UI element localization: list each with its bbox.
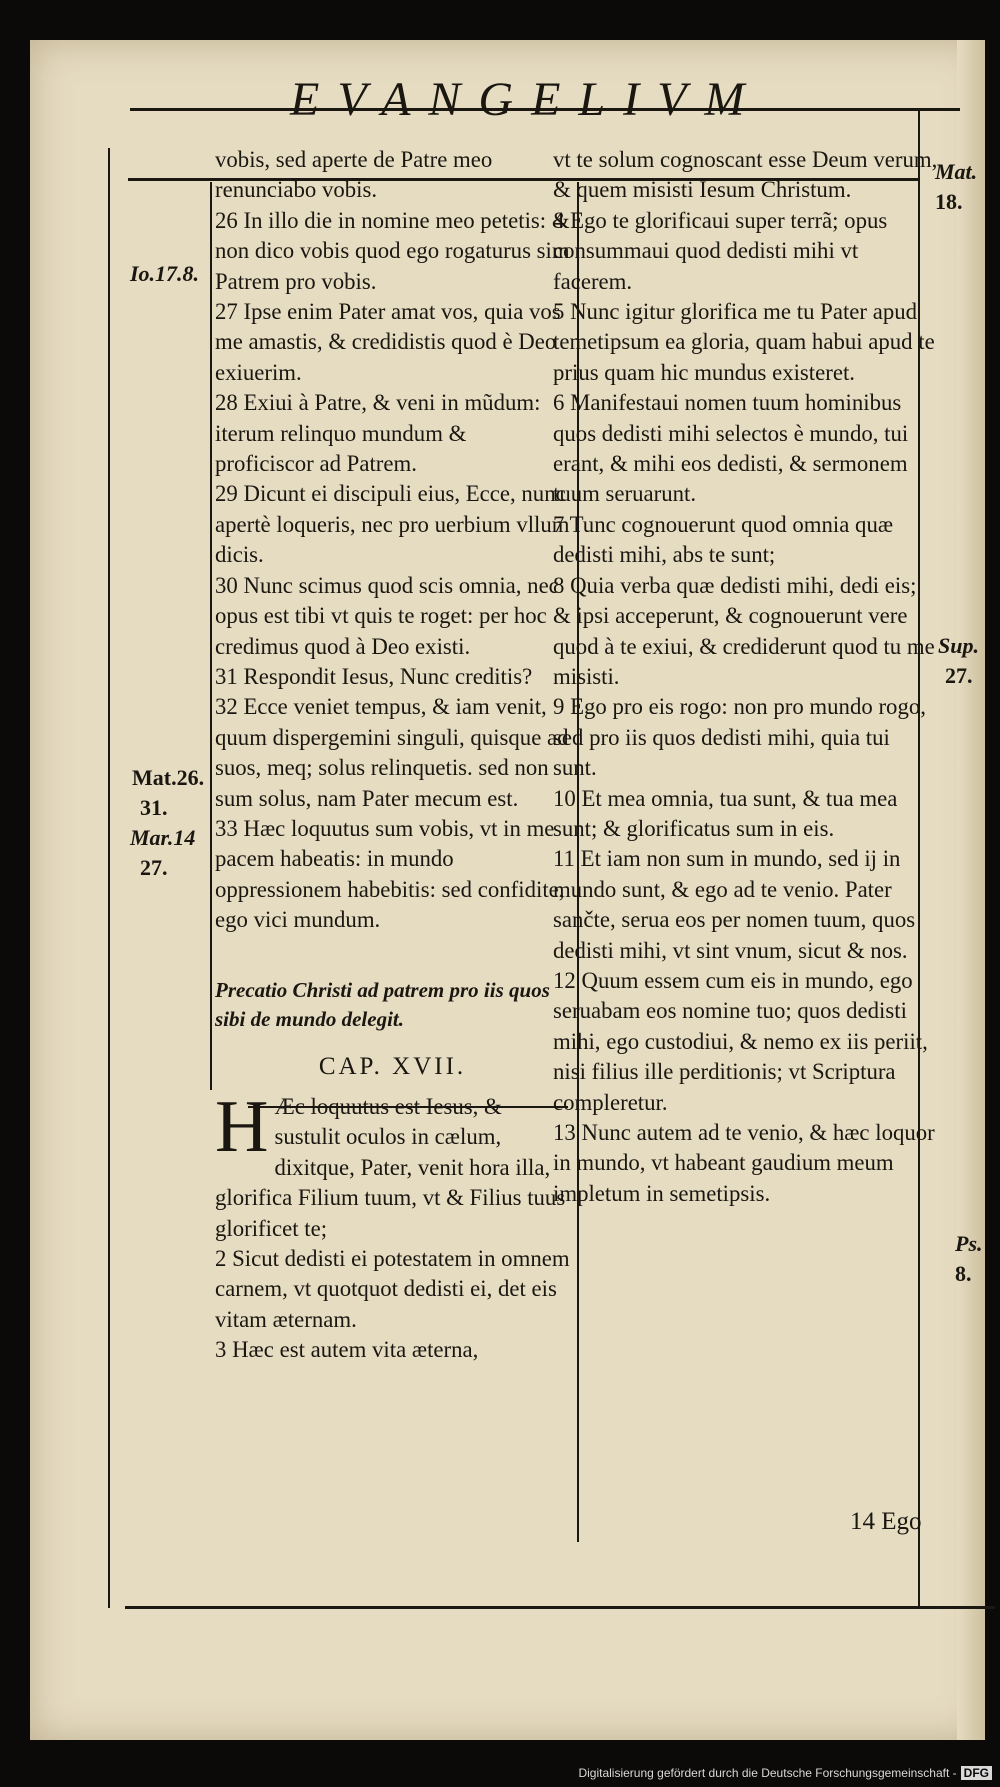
verse-9: 9 Ego pro eis rogo: non pro mundo rogo, sed pro iis quos dedisti mihi, quia tui sunt. xyxy=(553,694,926,781)
running-title: EVANGELIVM xyxy=(290,73,763,126)
verse-12: 12 Quum essem cum eis in mundo, ego seruabam eos nomine tuo; quos dedisti mihi, ego custodiui, & nemo ex iis periit, nisi filius ille perditionis; vt Scriptura compleretur. xyxy=(553,967,928,1115)
verse-6: 6 Manifestaui nomen tuum hominibus quos dedisti mihi selectos è mundo, tui erant, & mihi eos dedisti, & sermonem tuum seruarunt. xyxy=(553,390,909,507)
page-edge xyxy=(957,40,985,1740)
left-border-rule xyxy=(108,148,110,1608)
drop-cap-initial: H xyxy=(215,1085,269,1168)
margin-note: Ps. xyxy=(955,1231,983,1256)
verse-4: 4 Ego te glorificaui super terrã; opus consummaui quod dedisti mihi vt facerem. xyxy=(553,207,888,294)
verse-1: Æc loquutus est Iesus, & sustulit oculos in cælum, dixitque, Pater, venit hora illa, glorifica Filium tuum, vt & Filius tuus glorificet te; xyxy=(215,1093,566,1241)
verse-7: 7 Tunc cognouerunt quod omnia quæ dedisti mihi, abs te sunt; xyxy=(553,511,894,568)
chapter-heading: CAP. XVII. xyxy=(318,1052,467,1080)
right-text-column xyxy=(553,145,938,1209)
catchword: 14 Ego xyxy=(850,1508,922,1535)
verse-29: 29 Dicunt ei discipuli eius, Ecce, nunc apertè loqueris, nec pro uerbium vllum dicis. xyxy=(215,481,570,568)
margin-note: 8. xyxy=(955,1261,972,1286)
verse-11: 11 Et iam non sum in mundo, sed ij in mundo sunt, & ego ad te venio. Pater sančte, serua eos per nomen tuum, quos dedisti mihi, vt sint vnum, sicut & nos. xyxy=(553,846,916,963)
verse-28: 28 Exiui à Patre, & veni in mũdum: iterum relinquo mundum & proficiscor ad Patrem. xyxy=(215,390,541,477)
digitization-credit xyxy=(578,1766,992,1780)
margin-note: Mat. xyxy=(935,159,978,184)
verse-13: 13 Nunc autem ad te venio, & hæc loquor in mundo, vt habeant gaudium meum impletum in semetipsis. xyxy=(553,1120,935,1206)
margin-note: Mar.14 xyxy=(130,825,196,850)
margin-note: Sup. xyxy=(938,633,979,658)
verse-30: 30 Nunc scimus quod scis omnia, nec opus est tibi vt quis te roget: per hoc credimus quod à Deo existi. xyxy=(215,572,559,659)
dfg-logo: DFG xyxy=(961,1766,992,1780)
verse-8: 8 Quia verba quæ dedisti mihi, dedi eis; & ipsi acceperunt, & cognouerunt vere quod à te exiui, & crediderunt quod tu me misisti. xyxy=(553,572,935,689)
margin-note: Io.17.8. xyxy=(130,261,200,286)
margin-note: Mat.26. xyxy=(132,765,205,790)
margin-note: 18. xyxy=(935,189,963,214)
verse-text: vt te solum cognoscant esse Deum verum, & quem misisti Iesum Christum. xyxy=(553,147,938,203)
verse-32: 32 Ecce veniet tempus, & iam venit, quum dispergemini singuli, quisque ad suos, meq; solus relinquetis. sed non sum solus, nam Pater mecum est. xyxy=(215,694,569,811)
chapter-opening xyxy=(215,1085,570,1244)
margin-note: 27. xyxy=(945,663,973,688)
verse-27: 27 Ipse enim Pater amat vos, quia vos me amastis, & credidistis quod è Deo exiuerim. xyxy=(215,299,561,385)
verse-2: 2 Sicut dedisti ei potestatem in omnem carnem, vt quotquot dedisti ei, det eis vitam æternam. xyxy=(215,1246,570,1332)
verse-5: 5 Nunc igitur glorifica me tu Pater apud temetipsum ea gloria, quam habui apud te prius quam hic mundus existeret. xyxy=(553,299,935,385)
margin-note: 27. xyxy=(140,855,168,880)
verse-26: 26 In illo die in nomine meo petetis: & non dico vobis quod ego rogaturus sim Patrem pro vobis. xyxy=(215,207,570,294)
verse-10: 10 Et mea omnia, tua sunt, & tua mea sunt; & glorificatus sum in eis. xyxy=(553,785,898,841)
chapter-summary: Precatio Christi ad patrem pro iis quos sibi de mundo delegit. xyxy=(215,977,550,1031)
verse-33: 33 Hæc loquutus sum vobis, vt in me pacem habeatis: in mundo oppressionem habebitis: sed confidite, ego vici mundum. xyxy=(215,815,565,933)
credit-text: Digitalisierung gefördert durch die Deutsche Forschungsgemeinschaft - xyxy=(578,1766,957,1780)
footer-rule xyxy=(125,1606,995,1609)
verse-3: 3 Hæc est autem vita æterna, xyxy=(215,1337,479,1363)
left-text-column xyxy=(215,145,570,1366)
verse-31: 31 Respondit Iesus, Nunc creditis? xyxy=(215,663,533,689)
column-divider-left xyxy=(210,182,212,1090)
verse-text: vobis, sed aperte de Patre meo renunciabo vobis. xyxy=(215,147,493,203)
margin-note: 31. xyxy=(140,795,168,820)
